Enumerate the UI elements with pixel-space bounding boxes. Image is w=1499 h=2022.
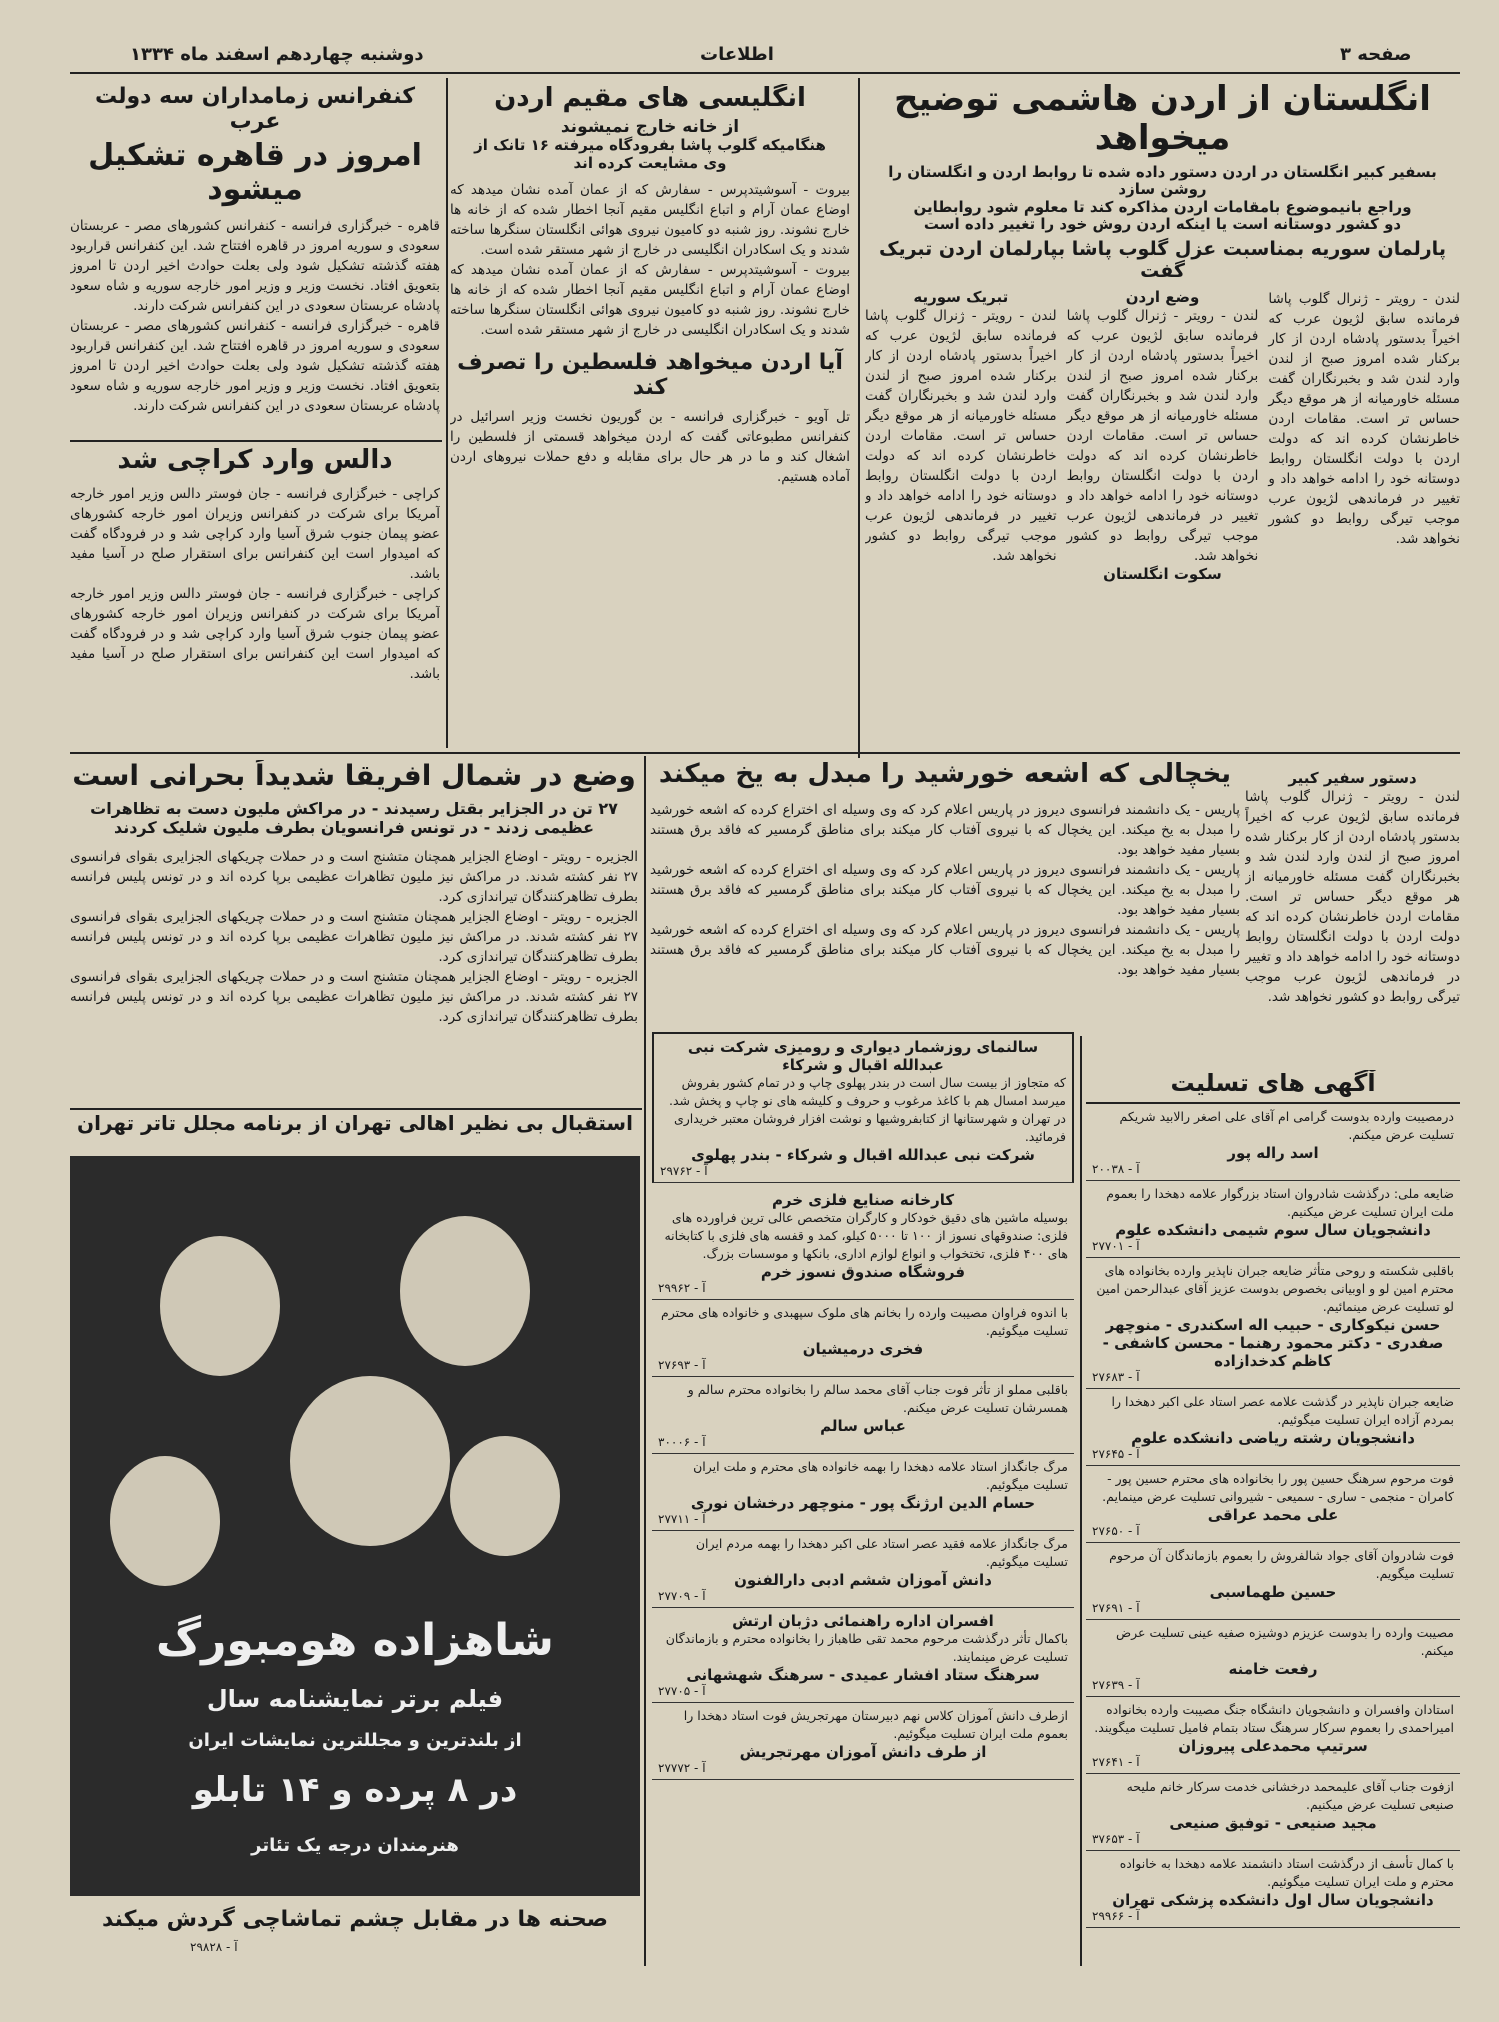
- ad-code: آ - ۳۰۰۰۶: [658, 1435, 706, 1449]
- ad-body: مرگ جانگداز استاد علامه دهخدا را بهمه خانواده های محترم و ملت ایران تسلیت میگوئیم.: [693, 1459, 1068, 1492]
- article-body: بیروت - آسوشیتدپرس - سفارش که از عمان آمده نشان میدهد که اوضاع عمان آرام و اتباع انگلیس مقیم آنجا اخطار شده که از خانه ها خارج نشوند. روز شنبه دو کامیون نیروی هوائی انگلستان سنگرها ساخته شدند و یک اسکادران انگلیسی در خارج از شهر مستقر شده است.: [450, 181, 850, 258]
- section-subhead: سکوت انگلستان: [1103, 565, 1222, 584]
- ad-code: آ - ۲۷۷۰۵: [658, 1684, 706, 1698]
- masthead-rule: [70, 72, 1460, 74]
- condolence-body: مصیبت وارده را بدوست عزیزم دوشیزه صفیه عینی تسلیت عرض میکنم.: [1116, 1624, 1454, 1658]
- headline: یخچالی که اشعه خورشید را مبدل به یخ میکند: [658, 760, 1232, 789]
- subheadline: پارلمان سوریه بمناسبت عزل گلوب پاشا بپارلمان اردن تبریک گفت: [879, 238, 1446, 283]
- ad-block: [652, 1300, 1074, 1377]
- article-body: لندن - رویتر - ژنرال گلوب پاشا فرمانده سابق لژیون عرب که اخیراً بدستور پادشاه اردن از کار برکنار شده امروز صبح از لندن وارد لندن شد و بخبرنگاران گفت مسئله خاورمیانه از هر موقع دیگر حساس تر است. مقامات اردن خاطرنشان کرده اند که دولت اردن با دولت انگلستان روابط دوستانه خود را ادامه خواهد داد و تغییر در فرماندهی لژیون عرب موجب تیرگی روابط دو کشور نخواهد شد.: [1245, 789, 1460, 1006]
- ad-signature: دانش آموزان ششم ادبی دارالفنون: [734, 1571, 992, 1589]
- ad-block: [652, 1454, 1074, 1531]
- headline: دالس وارد کراچی شد: [117, 446, 393, 475]
- ad-code: آ - ۳۷۶۵۳: [1092, 1831, 1140, 1846]
- column-rule: [446, 78, 448, 748]
- headline: انگلستان از اردن هاشمی توضیح میخواهد: [894, 80, 1431, 159]
- ad-body: با اندوه فراوان مصیبت وارده را بخانم های ملوک سپهبدی و خانواده های محترم تسلیت میگوئیم.: [661, 1305, 1068, 1338]
- condolence-body: فوت مرحوم سرهنگ حسین پور را بخانواده های محترم حسین پور - کامران - منجمی - ساری - سمیعی - شیروانی تسلیت عرض مینمایم.: [1102, 1470, 1454, 1504]
- article-body: بیروت - آسوشیتدپرس - سفارش که از عمان آمده نشان میدهد که اوضاع عمان آرام و اتباع انگلیس مقیم آنجا اخطار شده که از خانه ها خارج نشوند. روز شنبه دو کامیون نیروی هوائی انگلستان سنگرها ساخته شدند و یک اسکادران انگلیسی در خارج از شهر مستقر شده است.: [450, 261, 850, 338]
- masthead-paper-name: اطلاعات: [700, 44, 774, 65]
- ad-body: مرگ جانگداز علامه فقید عصر استاد علی اکبر دهخدا را بهمه مردم ایران تسلیت میگوئیم.: [695, 1536, 1068, 1569]
- condolence-item: [1086, 1389, 1460, 1466]
- condolence-body: ازفوت جناب آقای علیمحمد درخشانی خدمت سرکار خانم ملیحه صنیعی تسلیت عرض میکنیم.: [1126, 1778, 1454, 1812]
- headline: وضع در شمال افریقا شدیداً بحرانی است: [72, 760, 636, 792]
- ad-bottom-line: صحنه ها در مقابل چشم تماشاچی گردش میکند: [101, 1907, 609, 1932]
- ad-signature: حسام الدین ارژنگ پور - منوچهر درخشان نوری: [690, 1494, 1036, 1512]
- column-rule: [644, 756, 646, 1966]
- ad-code: آ - ۲۷۶۴۱: [1092, 1754, 1140, 1769]
- ad-code: آ - ۲۷۶۳۹: [1092, 1677, 1140, 1692]
- condolence-body: ضایعه جبران ناپذیر در گذشت علامه عصر استاد علی اکبر دهخدا را بمردم آزاده ایران تسلیت میگوئیم.: [1111, 1393, 1454, 1427]
- section-subhead: تبریک سوریه: [913, 287, 1009, 306]
- ad-code: آ - ۲۷۷۰۱: [1092, 1238, 1140, 1253]
- poster-face: [450, 1436, 560, 1556]
- condolence-item: [1086, 1620, 1460, 1697]
- article-body: لندن - رویتر - ژنرال گلوب پاشا فرمانده سابق لژیون عرب که اخیراً بدستور پادشاه اردن از کار برکنار شده امروز صبح از لندن وارد لندن شد و بخبرنگاران گفت مسئله خاورمیانه از هر موقع دیگر حساس تر است. مقامات اردن خاطرنشان کرده اند که دولت اردن با دولت انگلستان روابط دوستانه خود را ادامه خواهد داد و تغییر در فرماندهی لژیون عرب موجب تیرگی روابط دو کشور نخواهد شد.: [1268, 290, 1460, 547]
- poster-face: [400, 1216, 530, 1366]
- section-rule: [70, 752, 1460, 754]
- ad-block: [652, 1703, 1074, 1780]
- article-body: الجزیره - رویتر - اوضاع الجزایر همچنان متشنج است و در حملات چریکهای الجزایری بقوای فرانسوی ۲۷ نفر کشته شدند. در مراکش نیز ملیون تظاهرات عظیمی برپا کرده اند و در تونس پلیس فرانسه بطرف تظاهرکنندگان تیراندازی کرد.: [70, 968, 638, 1025]
- condolence-signature: سرتیپ محمدعلی پیروزان: [1178, 1736, 1368, 1755]
- article-body: پاریس - یک دانشمند فرانسوی دیروز در پاریس اعلام کرد که وی وسیله ای اختراع کرده که اشعه خورشید را مبدل به یخ میکند. این یخچال که با نیروی آفتاب کار میکند برای مناطق گرمسیر که فاقد برق هستند بسیار مفید خواهد بود.: [650, 801, 1240, 858]
- ad-code: آ - ۲۹۹۶۶: [1092, 1908, 1140, 1923]
- poster-face: [110, 1456, 220, 1586]
- deck-line: دو کشور دوستانه است یا اینکه اردن روش خود را تغییر داده است: [923, 214, 1402, 233]
- article-dulles-karachi: [70, 446, 440, 746]
- ad-block: [652, 1377, 1074, 1454]
- deck-line: هنگامیکه گلوب پاشا بفرودگاه میرفته ۱۶ تانک از: [474, 136, 826, 155]
- deck-line: عظیمی زدند - در تونس فرانسویان بطرف ملیون شلیک کردند: [113, 817, 595, 837]
- ad-poster: [70, 1156, 640, 1896]
- article-body: تل آویو - خبرگزاری فرانسه - بن گوریون نخست وزیر اسرائیل در کنفرانس مطبوعاتی گفت که اردن میخواهد قسمتی از فلسطین را اشغال کند و ما در هر حال برای مقابله و دفع حملات نیروهای اردن آماده هستیم.: [450, 408, 850, 485]
- subheadline: آیا اردن میخواهد فلسطین را تصرف کند: [457, 349, 843, 401]
- ad-title: سالنمای روزشمار دیواری و رومیزی شرکت نبی عبدالله اقبال و شرکاء: [687, 1038, 1039, 1074]
- ad-body: که متجاوز از بیست سال است در بندر پهلوی چاپ و در تمام کشور بفروش میرسد امسال هم با کاغذ مرغوب و حروف و کلیشه های نو چاپ و پخش شد. در تهران و شهرستانها از کتابفروشیها و نوشت افزار فروشان معتبر خریداری فرمائید.: [669, 1075, 1066, 1144]
- article-body: قاهره - خبرگزاری فرانسه - کنفرانس کشورهای مصر - عربستان سعودی و سوریه امروز در قاهره افتتاح شد. این کنفرانس قراربود هفته گذشته تشکیل شود ولی بعلت حوادث اخیر اردن تا امروز بتعویق افتاد. نخست وزیر و وزیر امور خارجه سوریه و شاه سعود پادشاه عربستان سعودی در این کنفرانس شرکت دارند.: [70, 217, 440, 314]
- movie-advertisement: [70, 1112, 640, 1962]
- condolence-signature: دانشجویان سال سوم شیمی دانشکده علوم: [1115, 1220, 1431, 1239]
- ad-block: [652, 1531, 1074, 1608]
- condolence-body: فوت شادروان آقای جواد شالفروش را بعموم بازماندگان آن مرحوم تسلیت میگویم.: [1109, 1547, 1454, 1581]
- condolence-signature: دانشجویان رشته ریاضی دانشکده علوم: [1131, 1428, 1415, 1447]
- condolence-signature: رفعت خامنه: [1228, 1659, 1318, 1678]
- ad-code: آ - ۲۰۰۳۸: [1092, 1161, 1140, 1176]
- article-body: کراچی - خبرگزاری فرانسه - جان فوستر دالس وزیر امور خارجه آمریکا برای شرکت در کنفرانس وزیران امور خارجه کشورهای عضو پیمان جنوب شرق آسیا وارد کراچی شد و در فرودگاه گفت که امیدوار است این کنفرانس برای استقرار صلح در آسیا مفید باشد.: [70, 585, 440, 682]
- article-continuation: [1245, 770, 1460, 1060]
- section-rule: [70, 1108, 642, 1110]
- condolence-item: [1086, 1258, 1460, 1389]
- ad-signature: از طرف دانش آموزان مهرتجریش: [739, 1743, 987, 1761]
- condolence-title: آگهی های تسلیت: [1086, 1070, 1460, 1104]
- deck-line: وراجع بانیموضوع بامقامات اردن مذاکره کند تا معلوم شود روابطاین: [913, 197, 1412, 216]
- section-subhead: وضع اردن: [1125, 287, 1200, 306]
- headline: کنفرانس زمامداران سه دولت عرب: [94, 84, 416, 135]
- film-tagline: هنرمندان درجه یک تئاتر: [251, 1835, 459, 1856]
- masthead-page-number: صفحه ۳: [1340, 44, 1412, 65]
- headline: امروز در قاهره تشکیل میشود: [88, 137, 422, 208]
- deck-line: بسفیر کبیر انگلستان در اردن دستور داده شده تا روابط اردن و انگلستان را روشن سازد: [888, 163, 1437, 199]
- deck-line: ۲۷ تن در الجزایر بقتل رسیدند - در مراکش ملیون دست به تظاهرات: [90, 799, 618, 819]
- ad-signature: فخری درمیشیان: [802, 1340, 924, 1358]
- ad-body: باکمال تأثر درگذشت مرحوم محمد تقی طاهباز را بخانواده محترم و بازماندگان تسلیت عرض مینمایند.: [665, 1631, 1068, 1664]
- article-body: کراچی - خبرگزاری فرانسه - جان فوستر دالس وزیر امور خارجه آمریکا برای شرکت در کنفرانس وزیران امور خارجه کشورهای عضو پیمان جنوب شرق آسیا وارد کراچی شد و در فرودگاه گفت که امیدوار است این کنفرانس برای استقرار صلح در آسیا مفید باشد.: [70, 485, 440, 582]
- condolence-item: [1086, 1104, 1460, 1181]
- ad-block: [652, 1032, 1074, 1183]
- condolence-item: [1086, 1466, 1460, 1543]
- ad-code: آ - ۲۷۶۸۳: [1092, 1369, 1140, 1384]
- article-body: قاهره - خبرگزاری فرانسه - کنفرانس کشورهای مصر - عربستان سعودی و سوریه امروز در قاهره افتتاح شد. این کنفرانس قراربود هفته گذشته تشکیل شود ولی بعلت حوادث اخیر اردن تا امروز بتعویق افتاد. نخست وزیر و وزیر امور خارجه سوریه و شاه سعود پادشاه عربستان سعودی در این کنفرانس شرکت دارند.: [70, 317, 440, 414]
- ad-signature: سرهنگ ستاد افشار عمیدی - سرهنگ شهشهانی: [686, 1666, 1040, 1684]
- article-north-africa: [70, 760, 638, 1100]
- ad-body: بوسیله ماشین های دقیق خودکار و کارگران متخصص عالی ترین فراورده های فلزی: صندوقهای نسوز از ۱۰۰ تا ۵۰۰۰ کیلو، کمد و قفسه های فلزی با کتابخانه های ۴۰۰ فلزی، تختخواب و انواع لوازم اداری، بانکها و موسسات بزرگ.: [664, 1210, 1068, 1261]
- film-tagline: فیلم برتر نمایشنامه سال: [206, 1685, 504, 1713]
- article-solar-fridge: [650, 760, 1240, 1030]
- article-england-jordan: [865, 80, 1460, 760]
- condolence-body: استادان وافسران و دانشجویان دانشگاه جنگ مصیبت وارده بخانواده امیراحمدی را بعموم سرکار سرهنگ ستاد بتمام فامیل تسلیت میگویند.: [1094, 1701, 1454, 1735]
- condolence-item: [1086, 1181, 1460, 1258]
- condolence-column: [1086, 1070, 1460, 1965]
- masthead-date: دوشنبه چهاردهم اسفند ماه ۱۳۳۴: [130, 44, 424, 65]
- article-body: لندن - رویتر - ژنرال گلوب پاشا فرمانده سابق لژیون عرب که اخیراً بدستور پادشاه اردن از کار برکنار شده امروز صبح از لندن وارد لندن شد و بخبرنگاران گفت مسئله خاورمیانه از هر موقع دیگر حساس تر است. مقامات اردن خاطرنشان کرده اند که دولت اردن با دولت انگلستان روابط دوستانه خود را ادامه خواهد داد و تغییر در فرماندهی لژیون عرب موجب تیرگی روابط دو کشور نخواهد شد.: [865, 308, 1057, 565]
- film-tagline: از بلندترین و مجللترین نمایشات ایران: [188, 1730, 522, 1751]
- condolence-signature: حسن نیکوکاری - حبیب اله اسکندری - منوچهر صفدری - دکتر محمود رهنما - محسن کاشفی - کاظم کدخدازاده: [1102, 1315, 1444, 1370]
- ad-signature: فروشگاه صندوق نسوز خرم: [760, 1263, 966, 1281]
- ad-code: آ - ۲۷۷۱۱: [658, 1512, 706, 1526]
- ad-title: استقبال بی نظیر اهالی تهران از برنامه مجلل تاتر تهران: [77, 1112, 633, 1135]
- article-body: الجزیره - رویتر - اوضاع الجزایر همچنان متشنج است و در حملات چریکهای الجزایری بقوای فرانسوی ۲۷ نفر کشته شدند. در مراکش نیز ملیون تظاهرات عظیمی برپا کرده اند و در تونس پلیس فرانسه بطرف تظاهرکنندگان تیراندازی کرد.: [70, 908, 638, 965]
- section-rule: [70, 440, 442, 442]
- ad-block: [652, 1187, 1074, 1300]
- ad-body: ازطرف دانش آموزان کلاس نهم دبیرستان مهرتجریش فوت استاد دهخدا را بعموم ملت ایران تسلیت میگوئیم.: [683, 1708, 1068, 1741]
- classified-ads-column: [652, 1032, 1074, 1967]
- article-arab-conference: [70, 84, 440, 434]
- condolence-item: [1086, 1543, 1460, 1620]
- article-body: پاریس - یک دانشمند فرانسوی دیروز در پاریس اعلام کرد که وی وسیله ای اختراع کرده که اشعه خورشید را مبدل به یخ میکند. این یخچال که با نیروی آفتاب کار میکند برای مناطق گرمسیر که فاقد برق هستند بسیار مفید خواهد بود.: [650, 921, 1240, 978]
- film-title: شاهزاده هومبورگ: [156, 1615, 554, 1666]
- ad-block: [652, 1608, 1074, 1703]
- column-rule: [1080, 1036, 1082, 1966]
- condolence-body: ضایعه ملی: درگذشت شادروان استاد بزرگوار علامه دهخدا را بعموم ملت ایران تسلیت عرض میکنیم.: [1106, 1185, 1454, 1219]
- condolence-body: باقلبی شکسته و روحی متأثر ضایعه جبران ناپذیر وارده بخانواده های محترم امین لو و اوبیانی بخصوص بدوست عزیز آقای عبدالرحمن امین لو تسلیت عرض مینمائیم.: [1096, 1262, 1454, 1314]
- ad-code: آ - ۲۷۷۷۲: [658, 1761, 706, 1775]
- ad-code: آ - ۲۷۶۵۰: [1092, 1523, 1140, 1538]
- condolence-body: درمصیبت وارده بدوست گرامی ام آقای علی اصغر رالابید شریکم تسلیت عرض میکنم.: [1119, 1108, 1454, 1142]
- condolence-item: [1086, 1851, 1460, 1928]
- condolence-item: [1086, 1774, 1460, 1851]
- condolence-signature: اسد راله پور: [1227, 1143, 1319, 1162]
- ad-code: آ - ۲۷۷۰۹: [658, 1589, 706, 1603]
- headline: انگلیسی های مقیم اردن: [494, 84, 806, 113]
- ad-code: آ - ۲۹۹۶۲: [658, 1281, 706, 1295]
- poster-face: [290, 1376, 450, 1546]
- condolence-body: با کمال تأسف از درگذشت استاد دانشمند علامه دهخدا به خانواده محترم و ملت ایران تسلیت میگوئیم.: [1119, 1855, 1454, 1889]
- condolence-signature: دانشجویان سال اول دانشکده پزشکی تهران: [1112, 1890, 1434, 1909]
- ad-code: آ - ۲۹۷۶۲: [660, 1164, 708, 1178]
- article-british-in-jordan: [450, 84, 850, 754]
- condolence-signature: علی محمد عراقی: [1207, 1505, 1339, 1524]
- ad-code: آ - ۲۷۶۴۵: [1092, 1446, 1140, 1461]
- film-tagline: در ۸ پرده و ۱۴ تابلو: [192, 1770, 518, 1810]
- ad-signature: شرکت نبی عبدالله اقبال و شرکاء - بندر پهلوی: [691, 1146, 1035, 1164]
- article-body: الجزیره - رویتر - اوضاع الجزایر همچنان متشنج است و در حملات چریکهای الجزایری بقوای فرانسوی ۲۷ نفر کشته شدند. در مراکش نیز ملیون تظاهرات عظیمی برپا کرده اند و در تونس پلیس فرانسه بطرف تظاهرکنندگان تیراندازی کرد.: [70, 848, 638, 905]
- deck-line: از خانه خارج نمیشوند: [560, 116, 740, 137]
- ad-code: آ - ۲۷۶۹۱: [1092, 1600, 1140, 1615]
- poster-face: [160, 1236, 280, 1376]
- ad-body: باقلبی مملو از تأثر فوت جناب آقای محمد سالم را بخانواده محترم سالم و همسرشان تسلیت عرض میکنم.: [687, 1382, 1068, 1415]
- condolence-signature: مجید صنیعی - توفیق صنیعی: [1169, 1813, 1377, 1832]
- ad-code: آ - ۲۹۸۲۸: [190, 1940, 238, 1954]
- ad-title: کارخانه صنایع فلزی خرم: [771, 1191, 955, 1209]
- article-body: پاریس - یک دانشمند فرانسوی دیروز در پاریس اعلام کرد که وی وسیله ای اختراع کرده که اشعه خورشید را مبدل به یخ میکند. این یخچال که با نیروی آفتاب کار میکند برای مناطق گرمسیر که فاقد برق هستند بسیار مفید خواهد بود.: [650, 861, 1240, 918]
- section-subhead: دستور سفیر کبیر: [1288, 770, 1417, 787]
- deck-line: وی مشایعت کرده اند: [573, 153, 727, 172]
- ad-code: آ - ۲۷۶۹۳: [658, 1358, 706, 1372]
- condolence-item: [1086, 1697, 1460, 1774]
- ad-signature: عباس سالم: [820, 1417, 906, 1435]
- condolence-signature: حسین طهماسبی: [1209, 1582, 1337, 1601]
- ad-title: افسران اداره راهنمائی دژبان ارتش: [732, 1612, 994, 1630]
- article-body: لندن - رویتر - ژنرال گلوب پاشا فرمانده سابق لژیون عرب که اخیراً بدستور پادشاه اردن از کار برکنار شده امروز صبح از لندن وارد لندن شد و بخبرنگاران گفت مسئله خاورمیانه از هر موقع دیگر حساس تر است. مقامات اردن خاطرنشان کرده اند که دولت اردن با دولت انگلستان روابط دوستانه خود را ادامه خواهد داد و تغییر در فرماندهی لژیون عرب موجب تیرگی روابط دو کشور نخواهد شد.: [1066, 308, 1259, 565]
- column-rule: [858, 78, 860, 758]
